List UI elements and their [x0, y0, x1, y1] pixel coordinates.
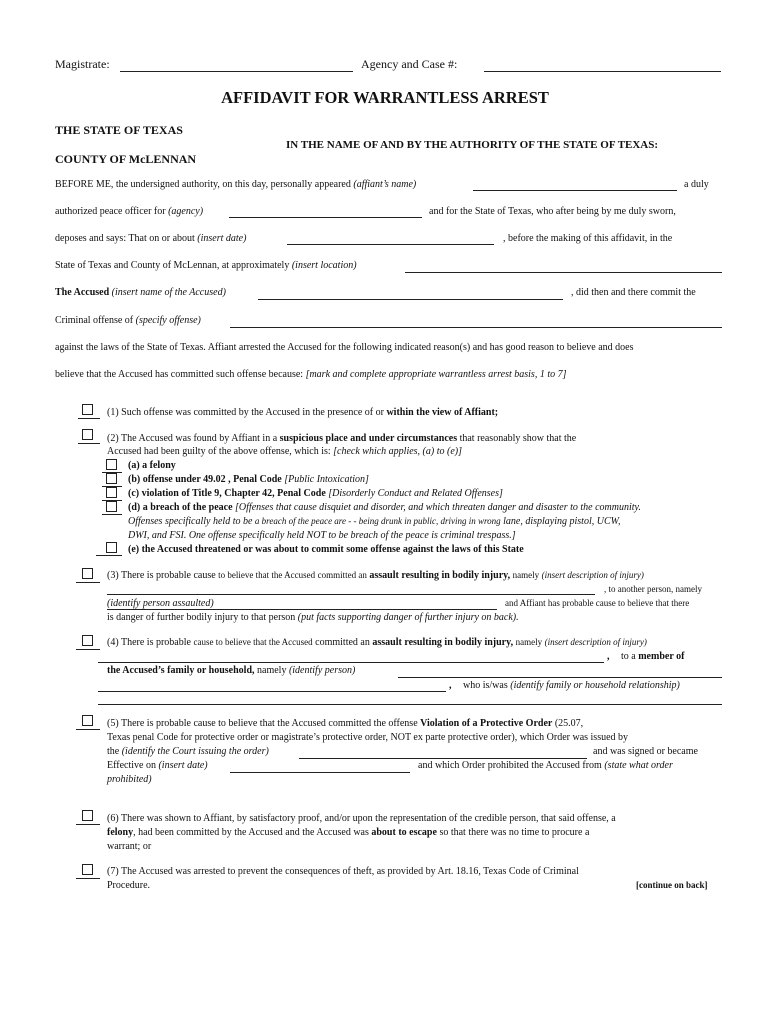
text: deposes and says: That on or about — [55, 233, 195, 244]
accused-name-hint: (insert name of the Accused) — [111, 287, 226, 298]
text: authorized peace officer for — [55, 206, 166, 217]
reason-2d-checkbox[interactable] — [106, 501, 117, 512]
reason-3-line-4 — [107, 612, 519, 624]
affiant-name-hint: (affiant’s name) — [353, 179, 417, 190]
reason-2b-checkbox[interactable] — [106, 473, 117, 484]
agency-hint: (agency) — [168, 206, 204, 217]
text: Violation of a Protective Order — [420, 718, 553, 729]
reason-2e-checkbox[interactable] — [106, 542, 117, 553]
reason-5-line-1 — [107, 718, 583, 730]
body-line-2 — [55, 206, 203, 218]
family-person-field-2[interactable] — [98, 691, 446, 692]
text: felony — [107, 827, 134, 838]
family-person-field[interactable] — [398, 677, 722, 678]
body-line-4 — [55, 260, 357, 272]
continue-on-back-note: [continue on back] — [636, 880, 708, 890]
text: suspicious place and under circumstances — [279, 433, 458, 444]
reason-4-checkbox[interactable] — [82, 635, 93, 646]
text: (25.07, — [554, 718, 584, 729]
text: and which Order prohibited the Accused from — [418, 760, 602, 771]
reason-2d-line-3: DWI, and FSI. One offense specifically held NOT to be breach of the peace is criminal trespass.] — [128, 530, 516, 541]
agency-label: Agency and Case #: — [361, 57, 458, 71]
agency-case-field[interactable] — [484, 71, 721, 72]
magistrate-field[interactable] — [120, 71, 353, 72]
text: (state what order — [604, 760, 673, 771]
reason-4-line-4 — [463, 680, 680, 692]
reason-2-line-2 — [107, 446, 462, 458]
text: a duly — [684, 179, 709, 190]
text: to believe that the Accused — [218, 570, 316, 580]
reason-5-checkbox[interactable] — [82, 715, 93, 726]
reason-1-text — [107, 407, 498, 419]
text: is danger of further bodily injury to that person — [107, 612, 296, 623]
text: [check which applies, (a) to (e)] — [333, 446, 462, 457]
text: BEFORE ME, the undersigned authority, on this day, personally appeared — [55, 179, 351, 190]
text: namely — [257, 665, 287, 676]
text: committed an — [315, 637, 370, 648]
relationship-field[interactable] — [98, 704, 722, 705]
reason-6-line-3: warrant; or — [107, 841, 152, 852]
text: assault resulting in bodily injury, — [369, 570, 511, 581]
body-line-3 — [55, 233, 246, 245]
reason-3-line-1 — [107, 570, 644, 582]
reason-2b-text — [128, 474, 369, 486]
text: (identify family or household relationship) — [510, 680, 680, 691]
checkbox-underline — [76, 729, 100, 730]
reason-5-line-2: Texas penal Code for protective order or magistrate’s protective order, NOT ex parte protective order), which Order was issued by — [107, 732, 629, 743]
text: , — [449, 680, 452, 691]
person-assaulted-field[interactable] — [107, 609, 497, 610]
text: a breach of the peace are - - being drunk in public, driving in wrong — [254, 516, 501, 526]
reason-7-line-1: (7) The Accused was arrested to prevent the consequences of theft, as provided by Art. 18.16, Texas Code of Criminal — [107, 866, 579, 877]
date-field[interactable] — [287, 244, 494, 245]
reason-5-line-3 — [107, 746, 269, 758]
text: , had been committed by the Accused and the Accused was — [133, 827, 369, 838]
reason-4-line-3 — [107, 665, 355, 677]
instruction: [mark and complete appropriate warrantless arrest basis, 1 to 7] — [305, 369, 567, 380]
reason-2c-text — [128, 488, 503, 500]
checkbox-underline — [78, 418, 100, 419]
text: believe that the Accused has committed such offense because: — [55, 369, 304, 380]
body-line-7: against the laws of the State of Texas. Affiant arrested the Accused for the following indicated reason(s) and has good reason to believe and does — [55, 342, 634, 353]
person-assaulted-hint: (identify person assaulted) — [107, 598, 214, 609]
text: namely — [512, 570, 540, 580]
checkbox-underline — [96, 555, 122, 556]
injury-description-field-2[interactable] — [98, 662, 604, 663]
reason-2e-text: (e) the Accused threatened or was about to commit some offense against the laws of this State — [128, 544, 524, 555]
checkbox-underline — [78, 443, 100, 444]
issuing-court-field[interactable] — [299, 758, 587, 759]
text: committed an — [317, 570, 367, 580]
text: within the view of Affiant; — [386, 407, 499, 418]
reason-6-line-1: (6) There was shown to Affiant, by satisfactory proof, and/or upon the representation of the credible person, that said offense, a — [107, 813, 616, 824]
reason-3-checkbox[interactable] — [82, 568, 93, 579]
order-date-field[interactable] — [230, 772, 410, 773]
text: (c) violation of Title 9, Chapter 42, Penal Code — [128, 488, 326, 499]
reason-2a-checkbox[interactable] — [106, 459, 117, 470]
text: (identify person) — [288, 665, 356, 676]
reason-2d-line-2 — [128, 516, 621, 528]
text: Accused had been guilty of the above offense, which is: — [107, 446, 331, 457]
text: (d) a breach of the peace — [128, 502, 233, 513]
offense-field[interactable] — [230, 327, 722, 328]
text: (4) There is probable — [107, 637, 191, 648]
text: and Affiant has probable cause to believe that there — [505, 598, 690, 608]
text: (identify the Court issuing the order) — [121, 746, 269, 757]
text: , to another person, namely — [604, 584, 702, 594]
text: the — [107, 746, 120, 757]
text: [Disorderly Conduct and Related Offenses] — [328, 488, 503, 499]
reason-4-line-2 — [621, 651, 684, 663]
reason-2a-text: (a) a felony — [128, 460, 176, 471]
reason-6-checkbox[interactable] — [82, 810, 93, 821]
text: lane, displaying pistol, UCW, — [503, 516, 621, 527]
text: State of Texas and County of McLennan, at approximately — [55, 260, 290, 271]
reason-6-line-2 — [107, 827, 589, 839]
offense-hint: (specify offense) — [135, 315, 201, 326]
text: about to escape — [371, 827, 437, 838]
injury-description-field[interactable] — [107, 594, 595, 595]
text: to a — [621, 651, 636, 662]
text: and was signed or became — [593, 746, 698, 757]
reason-2d-line-1 — [128, 502, 641, 514]
text: namely — [515, 637, 543, 647]
text: and for the State of Texas, who after being by me duly sworn, — [429, 206, 676, 217]
text: assault resulting in bodily injury, — [372, 637, 514, 648]
text: (insert date) — [158, 760, 208, 771]
reason-7-checkbox[interactable] — [82, 864, 93, 875]
magistrate-label: Magistrate: — [55, 57, 110, 71]
text: (insert description of injury) — [541, 570, 644, 580]
checkbox-underline — [102, 514, 122, 515]
body-line-6 — [55, 315, 201, 327]
reason-7-line-2: Procedure. — [107, 880, 151, 891]
text: member of — [638, 651, 685, 662]
date-hint: (insert date) — [197, 233, 247, 244]
text: (insert description of injury) — [544, 637, 647, 647]
text: (put facts supporting danger of further injury on back). — [297, 612, 519, 623]
county-line: COUNTY OF McLENNAN — [55, 152, 197, 166]
text: The Accused — [55, 287, 110, 298]
text: (5) There is probable cause to believe that the Accused committed the offense — [107, 718, 418, 729]
reason-2-line-1 — [107, 433, 576, 445]
text: cause to believe that the Accused — [193, 637, 313, 647]
text: that reasonably show that the — [459, 433, 577, 444]
text: Effective on — [107, 760, 156, 771]
reason-5-line-4b — [418, 760, 673, 772]
text: (b) offense under 49.02 , Penal Code — [128, 474, 282, 485]
text: (3) There is probable cause — [107, 570, 216, 581]
document-title: AFFIDAVIT FOR WARRANTLESS ARREST — [221, 88, 549, 107]
body-line-5 — [55, 287, 226, 299]
checkbox-underline — [76, 824, 100, 825]
location-hint: (insert location) — [291, 260, 357, 271]
state-line: THE STATE OF TEXAS — [55, 123, 183, 137]
reason-2-checkbox[interactable] — [82, 429, 93, 440]
checkbox-underline — [76, 878, 100, 879]
reason-5-line-4 — [107, 760, 208, 772]
reason-5-line-5: prohibited) — [107, 774, 152, 785]
text: so that there was no time to procure a — [439, 827, 590, 838]
location-field[interactable] — [405, 272, 722, 273]
text: Offenses specifically held to be — [128, 516, 253, 527]
body-line-1 — [55, 179, 416, 191]
reason-4-line-1 — [107, 637, 647, 649]
body-line-8 — [55, 369, 567, 381]
accused-name-field[interactable] — [258, 299, 563, 300]
text: , — [607, 651, 610, 662]
text: , did then and there commit the — [571, 287, 696, 298]
affiant-name-field[interactable] — [473, 190, 677, 191]
text: (1) Such offense was committed by the Accused in the presence of or — [107, 407, 384, 418]
text: who is/was — [463, 680, 508, 691]
text: [Public Intoxication] — [284, 474, 369, 485]
reason-2c-checkbox[interactable] — [106, 487, 117, 498]
text: , before the making of this affidavit, in the — [503, 233, 673, 244]
text: (2) The Accused was found by Affiant in a — [107, 433, 278, 444]
text: Criminal offense of — [55, 315, 134, 326]
text: the Accused’s family or household, — [107, 665, 255, 676]
authority-line: IN THE NAME OF AND BY THE AUTHORITY OF THE STATE OF TEXAS: — [286, 139, 659, 151]
reason-1-checkbox[interactable] — [82, 404, 93, 415]
text: [Offenses that cause disquiet and disorder, and which threaten danger and disaster to the community. — [235, 502, 641, 513]
checkbox-underline — [76, 582, 100, 583]
agency-field[interactable] — [229, 217, 422, 218]
checkbox-underline — [76, 649, 100, 650]
